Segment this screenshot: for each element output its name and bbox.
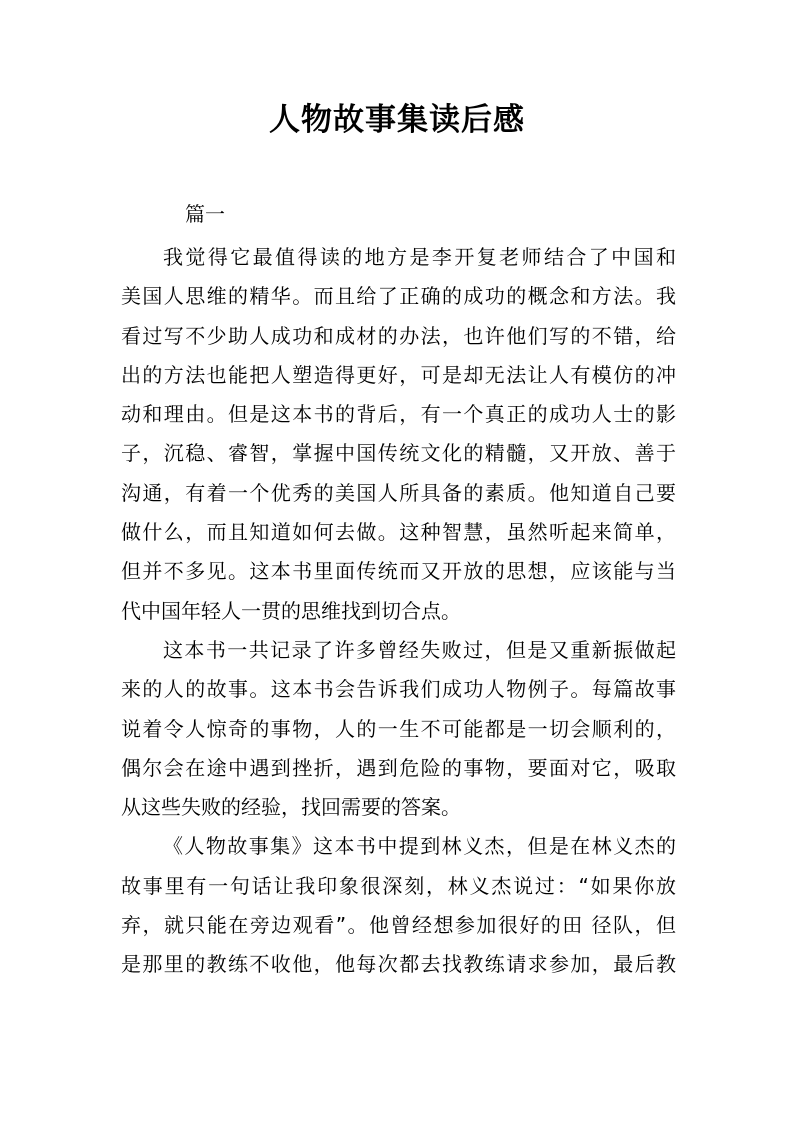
text-line: 动和理由。但是这本书的背后，有一个真正的成功人士的影	[121, 402, 676, 427]
document-title: 人物故事集读后感	[269, 102, 525, 138]
text-line: 看过写不少助人成功和成材的办法，也许他们写的不错，给	[121, 323, 676, 348]
text-line: 《人物故事集》这本书中提到林义杰，但是在林义杰的	[163, 834, 676, 859]
text-line: 这本书一共记录了许多曾经失败过，但是又重新振做起	[163, 637, 676, 662]
text-line: 说着令人惊奇的事物，人的一生不可能都是一切会顺利的，	[121, 716, 676, 741]
text-line: 偶尔会在途中遇到挫折，遇到危险的事物，要面对它，吸取	[121, 755, 676, 780]
section-label: 篇一	[185, 202, 225, 226]
text-line: 来的人的故事。这本书会告诉我们成功人物例子。每篇故事	[121, 677, 676, 702]
text-line: 做什么，而且知道如何去做。这种智慧，虽然听起来简单，	[121, 520, 676, 545]
text-line: 弃，就只能在旁边观看”。他曾经想参加很好的田 径队，但	[121, 913, 676, 938]
text-line: 子，沉稳、睿智，掌握中国传统文化的精髓，又开放、善于	[121, 441, 676, 466]
text-line: 沟通，有着一个优秀的美国人所具备的素质。他知道自己要	[121, 480, 676, 505]
text-line: 但并不多见。这本书里面传统而又开放的思想，应该能与当	[121, 559, 676, 584]
text-line: 美国人思维的精华。而且给了正确的成功的概念和方法。我	[121, 284, 676, 309]
text-line: 我觉得它最值得读的地方是李开复老师结合了中国和	[163, 245, 676, 269]
paragraph-2	[121, 631, 676, 827]
text-line: 故事里有一句话让我印象很深刻，林义杰说过：“如果你放	[121, 873, 676, 898]
text-line: 从这些失败的经验，找回需要的答案。	[121, 795, 461, 820]
text-line: 代中国年轻人一贯的思维找到切合点。	[121, 598, 461, 623]
document-body	[121, 238, 676, 985]
text-line: 是那里的教练不收他，他每次都去找教练请求参加，最后教	[121, 952, 676, 977]
paragraph-3	[121, 827, 676, 984]
paragraph-1	[121, 238, 676, 631]
text-line: 出的方法也能把人塑造得更好，可是却无法让人有模仿的冲	[121, 362, 676, 387]
